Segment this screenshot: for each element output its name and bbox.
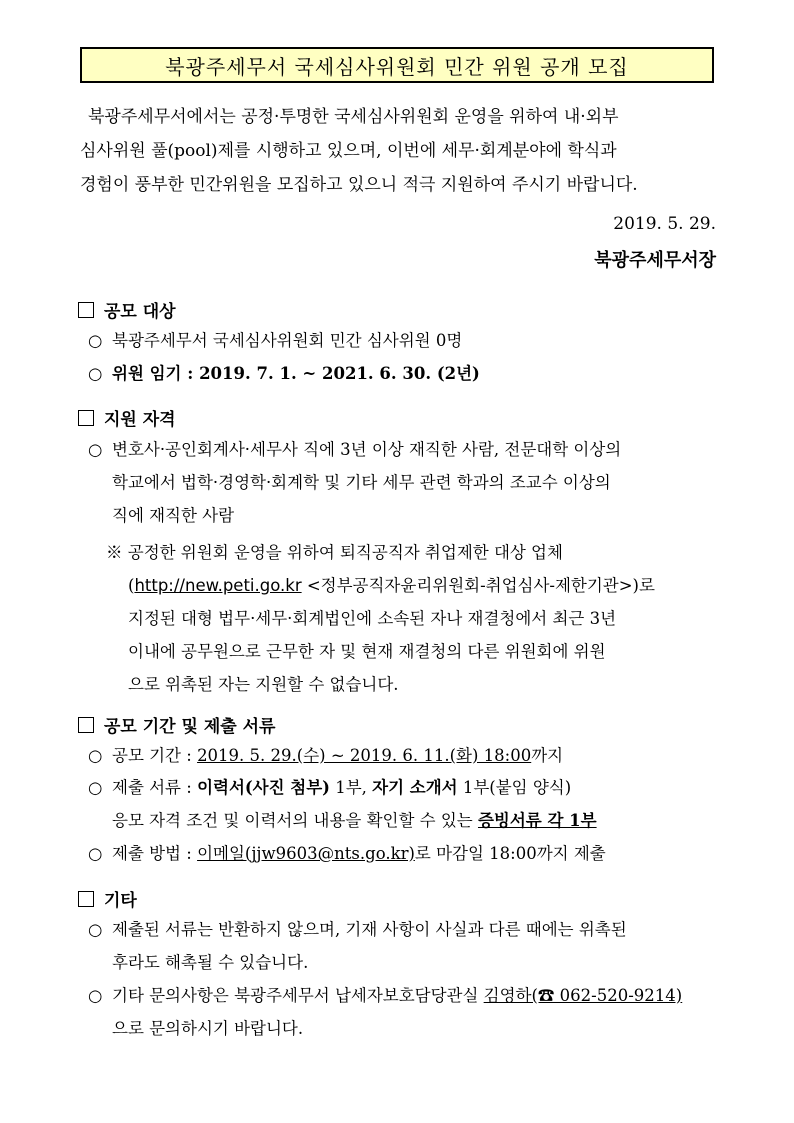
period-value: 2019. 5. 29.(수) ~ 2019. 6. 11.(화) 18:00 — [197, 746, 532, 765]
item-label: 제출 방법 : — [112, 844, 198, 863]
list-item — [88, 739, 718, 772]
page-title — [80, 47, 714, 83]
item-text: 위원 임기 : 2019. 7. 1. ~ 2021. 6. 30. (2년) — [112, 364, 480, 383]
list-item — [88, 913, 718, 979]
section-title: 지원 자격 — [104, 410, 176, 430]
item-text: 제출된 서류는 반환하지 않으며, 기재 사항이 사실과 다른 때에는 위촉된 — [112, 920, 627, 939]
item-text: 직에 재직한 사람 — [112, 506, 235, 525]
circle-bullet-icon: ○ — [88, 920, 103, 939]
section-heading-period — [78, 712, 275, 737]
notice-date: 2019. 5. 29. — [613, 214, 716, 234]
item-text: 로 마감일 18:00까지 제출 — [414, 844, 606, 863]
email-address[interactable]: 이메일(jjw9603@nts.go.kr) — [197, 844, 415, 863]
section-title: 공모 대상 — [104, 302, 176, 322]
intro-paragraph — [80, 100, 720, 202]
item-text: 학교에서 법학·경영학·회계학 및 기타 세무 관련 학과의 조교수 이상의 — [112, 473, 611, 492]
section-title: 공모 기간 및 제출 서류 — [104, 717, 276, 737]
circle-bullet-icon: ○ — [88, 331, 103, 350]
item-text: 북광주세무서 국세심사위원회 민간 심사위원 0명 — [112, 331, 463, 350]
circle-bullet-icon: ○ — [88, 746, 103, 765]
list-item — [88, 324, 718, 357]
item-text: 까지 — [531, 746, 564, 765]
circle-bullet-icon: ○ — [88, 844, 103, 863]
note-text: <정부공직자윤리위원회-취업심사-제한기관>)로 — [301, 576, 655, 595]
doc-intro-letter: 자기 소개서 — [372, 778, 458, 797]
list-item — [88, 357, 718, 390]
checkbox-square-icon — [78, 410, 94, 426]
peti-link[interactable]: http://new.peti.go.kr — [134, 576, 302, 595]
section-heading-etc — [78, 886, 137, 911]
contact-person: 김영하(☎ 062-520-9214) — [483, 986, 683, 1005]
list-item — [88, 433, 718, 532]
item-text: 변호사·공인회계사·세무사 직에 3년 이상 재직한 사람, 전문대학 이상의 — [112, 440, 622, 459]
checkbox-square-icon — [78, 302, 94, 318]
circle-bullet-icon: ○ — [88, 778, 103, 797]
note-text: 이내에 공무원으로 근무한 자 및 현재 재결청의 다른 위원회에 위원 — [128, 642, 606, 661]
item-label: 제출 서류 : — [112, 778, 198, 797]
restriction-note — [106, 536, 718, 701]
note-text: 지정된 대형 법무·세무·회계법인에 소속된 자나 재결청에서 최근 3년 — [128, 609, 617, 628]
item-label: 공모 기간 : — [112, 746, 198, 765]
intro-line: 심사위원 풀(pool)제를 시행하고 있으며, 이번에 세무·회계분야에 학식과 — [80, 141, 617, 161]
item-text: 후라도 해촉될 수 있습니다. — [112, 953, 309, 972]
intro-line: 경험이 풍부한 민간위원을 모집하고 있으니 적극 지원하여 주시기 바랍니다. — [80, 175, 638, 195]
section-heading-target — [78, 297, 176, 322]
doc-evidence: 증빙서류 각 1부 — [477, 811, 597, 830]
note-text: 공정한 위원회 운영을 위하여 퇴직공직자 취업제한 대상 업체 — [127, 543, 563, 562]
item-text: 기타 문의사항은 북광주세무서 납세자보호담당관실 — [112, 986, 484, 1005]
section-title: 기타 — [104, 891, 137, 911]
section-heading-qualification — [78, 405, 176, 430]
list-item — [88, 771, 718, 837]
intro-line: 북광주세무서에서는 공정·투명한 국세심사위원회 운영을 위하여 내·외부 — [88, 107, 619, 127]
circle-bullet-icon: ○ — [88, 986, 103, 1005]
item-text: 1부(붙임 양식) — [457, 778, 572, 797]
list-item — [88, 837, 718, 870]
note-mark: ※ — [106, 543, 123, 562]
checkbox-square-icon — [78, 717, 94, 733]
checkbox-square-icon — [78, 891, 94, 907]
list-item — [88, 979, 718, 1045]
item-text: 1부, — [330, 778, 373, 797]
item-text: 응모 자격 조건 및 이력서의 내용을 확인할 수 있는 — [112, 811, 478, 830]
note-text: ( — [128, 576, 135, 595]
circle-bullet-icon: ○ — [88, 364, 103, 383]
note-text: 으로 위촉된 자는 지원할 수 없습니다. — [128, 675, 399, 694]
title-text: 북광주세무서 국세심사위원회 민간 위원 공개 모집 — [165, 54, 629, 79]
signer: 북광주세무서장 — [594, 250, 716, 271]
doc-resume: 이력서(사진 첨부) — [197, 778, 330, 797]
circle-bullet-icon: ○ — [88, 440, 103, 459]
item-text: 으로 문의하시기 바랍니다. — [112, 1019, 304, 1038]
